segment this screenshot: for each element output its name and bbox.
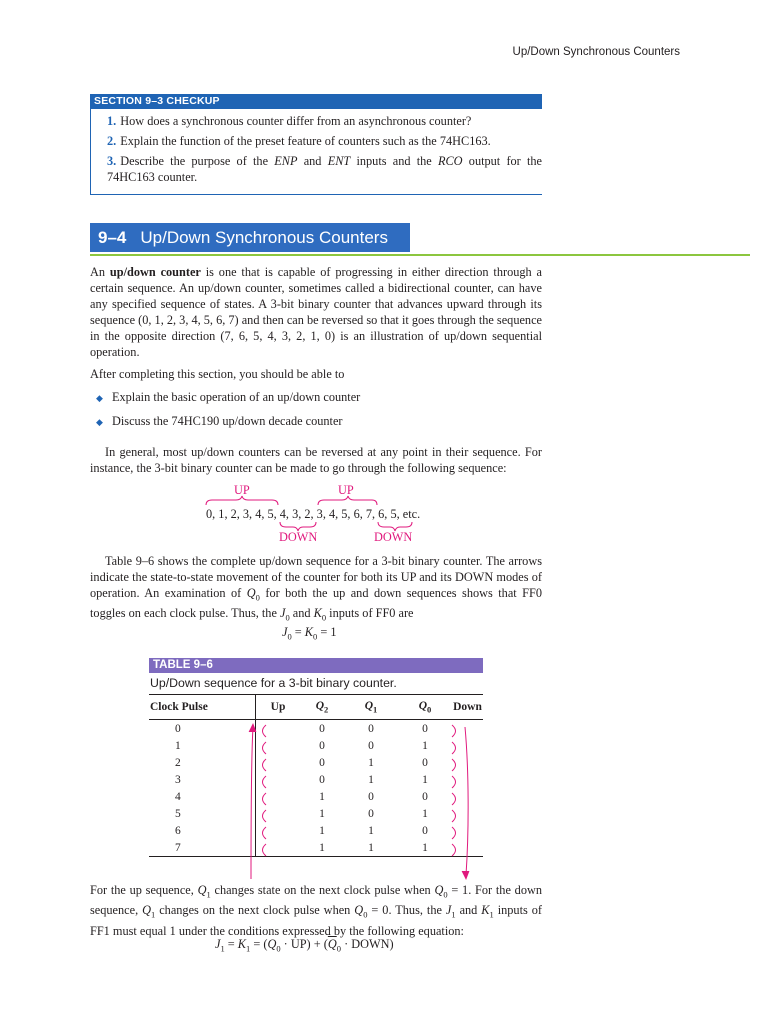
question-text: How does a synchronous counter differ from an asynchronous counter? xyxy=(120,114,472,128)
down-curve-icon xyxy=(452,725,456,737)
down-arrowhead-icon xyxy=(462,871,469,879)
section-checkup xyxy=(90,94,542,195)
bottom-paragraph: For the up sequence, $Q_1$ changes state on the next clock pulse when $Q_0 = 1$. For the down sequence, $Q_1$ changes on the next clock pulse when $Q_0 = 0$. Thus, the $J_1$ and $K_1$ inputs of FF1 must equal 1 under the conditions expressed by the following equation: xyxy=(90,883,542,938)
checkup-question xyxy=(107,113,542,129)
cell-q2: 1 xyxy=(319,790,325,803)
cell-clock-pulse: 7 xyxy=(149,839,256,856)
up-curve-icon xyxy=(263,759,267,771)
cell-clock-pulse: 1 xyxy=(149,737,256,754)
up-curve-icon xyxy=(263,844,267,856)
checkup-question xyxy=(107,153,542,185)
question-text: output for the 74HC163 counter. xyxy=(107,154,543,184)
cell-q2: 0 xyxy=(319,722,325,735)
paragraph-text: For the up sequence, xyxy=(90,883,198,897)
header-q1: $Q_1$ xyxy=(344,695,398,720)
cell-q0: 0 xyxy=(422,756,428,769)
section-title: Up/Down Synchronous Counters xyxy=(140,228,388,247)
up-curve-icon xyxy=(263,810,267,822)
header-q0: $Q_0$ xyxy=(398,695,452,720)
paragraph-text: inputs of FF0 are xyxy=(326,606,414,621)
variable: Q xyxy=(434,883,444,897)
up-curve-icon xyxy=(263,725,267,737)
variable: Q xyxy=(197,883,207,897)
intro-text: An xyxy=(90,265,110,279)
cell-q2: 0 xyxy=(319,773,325,786)
cell-q2: 1 xyxy=(319,824,325,837)
cell-q2: 0 xyxy=(319,756,325,769)
cell-q0: 1 xyxy=(422,807,428,820)
question-term: ENT xyxy=(327,154,351,168)
question-term: ENP xyxy=(274,154,298,168)
up-curve-icon xyxy=(263,827,267,839)
question-number: 3. xyxy=(107,154,117,168)
variable: Q xyxy=(354,903,364,918)
cell-q1: 0 xyxy=(368,790,374,803)
cell-clock-pulse: 0 xyxy=(149,720,256,738)
paragraph-text: = 0. Thus, the xyxy=(367,903,446,918)
general-paragraph: In general, most up/down counters can be reversed at any point in their sequence. For instance, the 3-bit binary counter can be made to go through the following sequence: xyxy=(90,445,542,475)
cell-q1: 1 xyxy=(368,824,374,837)
variable: J xyxy=(445,903,452,918)
table-caption: Up/Down sequence for a 3-bit binary counter. xyxy=(149,673,483,695)
sequence-diagram xyxy=(200,483,460,553)
intro-paragraph xyxy=(90,264,542,360)
up-curve-icon xyxy=(263,793,267,805)
header-down: Down xyxy=(452,695,483,720)
table-paragraph: Table 9–6 shows the complete up/down sequence for a 3-bit binary counter. The arrows indicate the state-to-state movement of the counter for both its UP and its DOWN modes of operation. An examination of $Q_0$ for both the up and down sequences shows that FF0 toggles on each clock pulse. Thus, the $J_0$ and $K_0$ inputs of FF0 are xyxy=(90,554,542,623)
paragraph-text: for both the up and down sequences shows that FF0 toggles on each clock pulse. Thus, the xyxy=(90,586,542,621)
question-text: inputs and the xyxy=(350,154,438,168)
bullet-diamond-icon: ◆ xyxy=(96,393,103,403)
cell-q0: 1 xyxy=(422,841,428,854)
down-curve-icon xyxy=(452,810,456,822)
down-curve-icon xyxy=(452,793,456,805)
question-text: Describe the purpose of the xyxy=(120,154,275,168)
cell-clock-pulse: 4 xyxy=(149,788,256,805)
cell-clock-pulse: 2 xyxy=(149,754,256,771)
equation-j1: $J_1 = K_1 = (Q_0 \cdot UP) + (\overline{Q}_0$ · DOWN) xyxy=(215,937,394,954)
paragraph-text: changes on the next clock pulse when xyxy=(155,903,355,918)
checkup-title: SECTION 9–3 CHECKUP xyxy=(90,94,542,109)
down-label: DOWN xyxy=(374,530,413,544)
checkup-questions xyxy=(90,109,542,195)
variable: Q xyxy=(246,586,256,600)
down-arrow-line xyxy=(465,727,468,875)
key-term: up/down counter xyxy=(109,265,201,279)
cell-q1: 1 xyxy=(368,756,374,769)
table-label: TABLE 9–6 xyxy=(149,658,483,673)
cell-q1: 0 xyxy=(368,807,374,820)
table-arrows xyxy=(149,721,483,891)
down-curve-icon xyxy=(452,827,456,839)
cell-q0: 0 xyxy=(422,824,428,837)
running-head: Up/Down Synchronous Counters xyxy=(512,46,680,58)
variable: Q xyxy=(142,903,151,918)
down-curve-icon xyxy=(452,776,456,788)
down-curve-icon xyxy=(452,742,456,754)
paragraph-text: inputs of FF1 must equal 1 under the conditions expressed by the following equation: xyxy=(90,903,542,938)
intro-text: is one that is capable of progressing in either direction through a certain sequence. An up/down counter, sometimes called a bidirectional counter, can have any specified sequence of states. A 3-bit binary counter that advances upward through its sequence (0, 1, 2, 3, 4, 5, 6, 7) and then can be reversed so that it goes through the sequence in the opposite direction (7, 6, 5, 4, 3, 2, 1, 0) is an illustration of up/down sequential operation. xyxy=(90,265,542,359)
objective-item xyxy=(96,389,360,405)
question-term: RCO xyxy=(437,154,463,168)
down-curve-icon xyxy=(452,759,456,771)
question-text: and xyxy=(297,154,328,168)
bullet-diamond-icon: ◆ xyxy=(96,417,103,427)
down-curve-icon xyxy=(452,844,456,856)
question-text: Explain the function of the preset feature of counters such as the 74HC163. xyxy=(120,134,491,148)
checkup-question xyxy=(107,133,542,149)
variable: K xyxy=(481,903,490,918)
variable: K xyxy=(313,606,322,621)
paragraph-text: Table 9–6 shows the complete up/down sequence for a 3-bit binary counter. The arrows indicate the state-to-state movement of the counter for both its UP and its DOWN modes of operation. An examination of xyxy=(90,554,542,600)
question-number: 2. xyxy=(107,134,117,148)
cell-q1: 1 xyxy=(368,841,374,854)
section-heading xyxy=(90,223,410,252)
paragraph-text: and xyxy=(455,903,482,918)
sequence-text: 0, 1, 2, 3, 4, 5, 4, 3, 2, 3, 4, 5, 6, 7, 6, 5, etc. xyxy=(206,507,421,521)
up-curve-icon xyxy=(263,776,267,788)
objective-text: Explain the basic operation of an up/down counter xyxy=(112,390,361,404)
cell-q2: 0 xyxy=(319,739,325,752)
objectives-list xyxy=(96,389,360,437)
question-number: 1. xyxy=(107,114,117,128)
header-clock-pulse: Clock Pulse xyxy=(149,695,256,720)
section-rule xyxy=(90,254,750,256)
cell-q1: 0 xyxy=(368,739,374,752)
objective-item xyxy=(96,413,360,429)
cell-clock-pulse: 3 xyxy=(149,771,256,788)
equation-j0: $J_0 = K_0 = 1$ xyxy=(282,625,337,642)
objective-text: Discuss the 74HC190 up/down decade counter xyxy=(112,414,343,428)
cell-q0: 0 xyxy=(422,790,428,803)
cell-q2: 1 xyxy=(319,841,325,854)
section-number: 9–4 xyxy=(98,228,127,247)
cell-q0: 1 xyxy=(422,739,428,752)
header-q2: $Q_2$ xyxy=(300,695,344,720)
up-curve-icon xyxy=(263,742,267,754)
down-label: DOWN xyxy=(279,530,318,544)
paragraph-text: = 1. For the down sequence, xyxy=(90,883,542,918)
cell-q0: 0 xyxy=(422,722,428,735)
cell-q2: 1 xyxy=(319,807,325,820)
up-label: UP xyxy=(338,483,354,497)
table-9-6 xyxy=(149,658,483,857)
cell-clock-pulse: 6 xyxy=(149,822,256,839)
variable: J xyxy=(280,606,286,621)
objectives-lead: After completing this section, you should be able to xyxy=(90,367,345,381)
up-arrowhead-icon xyxy=(249,724,256,732)
table-header-row xyxy=(149,695,483,720)
paragraph-text: changes state on the next clock pulse when xyxy=(210,883,435,897)
up-label: UP xyxy=(234,483,250,497)
cell-q1: 0 xyxy=(368,722,374,735)
cell-q1: 1 xyxy=(368,773,374,786)
cell-q0: 1 xyxy=(422,773,428,786)
cell-clock-pulse: 5 xyxy=(149,805,256,822)
paragraph-text: and xyxy=(289,606,314,621)
header-up: Up xyxy=(256,695,301,720)
up-arrow-line xyxy=(251,727,253,879)
